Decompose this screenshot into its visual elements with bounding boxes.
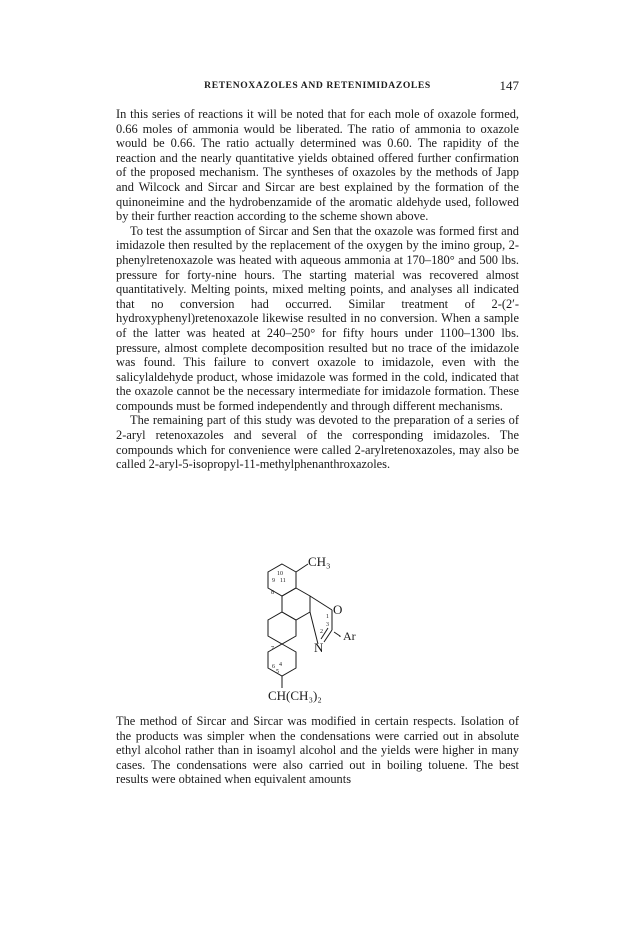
paragraph: The remaining part of this study was devoted to the preparation of a series of 2-aryl retenoxazoles and several of the corresponding imidazoles. The compounds which for convenience were called 2-arylretenoxazoles, may also be called 2-aryl-5-isopropyl-11-methylphenanthroxazoles. bbox=[116, 413, 519, 472]
ring-b bbox=[282, 588, 310, 620]
methyl-label: CH₃ bbox=[308, 554, 331, 569]
position-number: 4 bbox=[279, 662, 282, 668]
nitrogen-label: N bbox=[314, 640, 324, 655]
position-number: 6 bbox=[272, 664, 275, 670]
position-number: 2 bbox=[320, 629, 323, 635]
aryl-label: Ar bbox=[343, 629, 356, 643]
position-numbers bbox=[271, 571, 329, 675]
page-number: 147 bbox=[499, 78, 519, 93]
oxygen-label: O bbox=[333, 602, 343, 617]
body-text bbox=[116, 107, 519, 472]
chemical-structure bbox=[248, 554, 398, 710]
paragraph: In this series of reactions it will be noted that for each mole of oxazole formed, 0.66 moles of ammonia would be liberated. The ratio of ammonia to oxazole would be 0.66. The ratio actually determined was 0.60. The rapidity of the reaction and the nearly quantitative yields obtained offered further confirmation of the proposed mechanism. The syntheses of oxazoles by the methods of Japp and Wilcock and Sircar and Sircar are best explained by the formation of the quinoneimine and the hydrobenzamide of the aromatic aldehyde used, followed by their further reaction according to the scheme shown above. bbox=[116, 107, 519, 224]
position-number: 7 bbox=[271, 646, 274, 652]
bond-c-o bbox=[310, 596, 332, 610]
paragraph: To test the assumption of Sircar and Sen that the oxazole was formed first and imidazole then resulted by the replacement of the oxygen by the imino group, 2-phenylretenoxazole was heated with aqueous ammonia at 170–180° and 500 lbs. pressure for forty-nine hours. The starting material was recovered almost quantitatively. Melting points, mixed melting points, and analyses all indicated that no conversion had occurred. Similar treatment of 2-(2′-hydroxyphenyl)retenoxazole likewise resulted in no conversion. When a sample of the latter was heated at 240–250° for fifty hours under 1100–1300 lbs. pressure, almost complete decomposition resulted but no trace of the imidazole was found. This failure to convert oxazole to imidazole, even with the salicylaldehyde product, whose imidazole was formed in the cold, indicated that the oxazole cannot be the necessary intermediate for imidazole formation. These compounds must be formed independently and through different mechanisms. bbox=[116, 223, 519, 413]
position-number: 3 bbox=[326, 622, 329, 628]
isopropyl-label: CH(CH₃)₂ bbox=[268, 688, 322, 703]
paragraph: The method of Sircar and Sircar was modified in certain respects. Isolation of the products was simpler when the condensations were carried out in absolute ethyl alcohol rather than in isoamyl alcohol and the yields were higher in many cases. The condensations were also carried out in boiling toluene. The best results were obtained when equivalent amounts bbox=[116, 714, 519, 787]
aryl-dot: · bbox=[338, 629, 342, 643]
bond-methyl bbox=[296, 564, 308, 572]
ring-c bbox=[268, 612, 296, 644]
position-number: 5 bbox=[276, 669, 279, 675]
position-number: 1 bbox=[326, 614, 329, 620]
position-number: 8 bbox=[271, 590, 274, 596]
running-title: RETENOXAZOLES AND RETENIMIDAZOLES bbox=[204, 80, 431, 91]
structure-figure bbox=[248, 554, 398, 710]
page-header bbox=[116, 78, 519, 96]
position-number: 9 bbox=[272, 578, 275, 584]
body-text-continued bbox=[116, 714, 519, 787]
position-number: 11 bbox=[280, 578, 286, 584]
position-number: 10 bbox=[277, 571, 283, 577]
